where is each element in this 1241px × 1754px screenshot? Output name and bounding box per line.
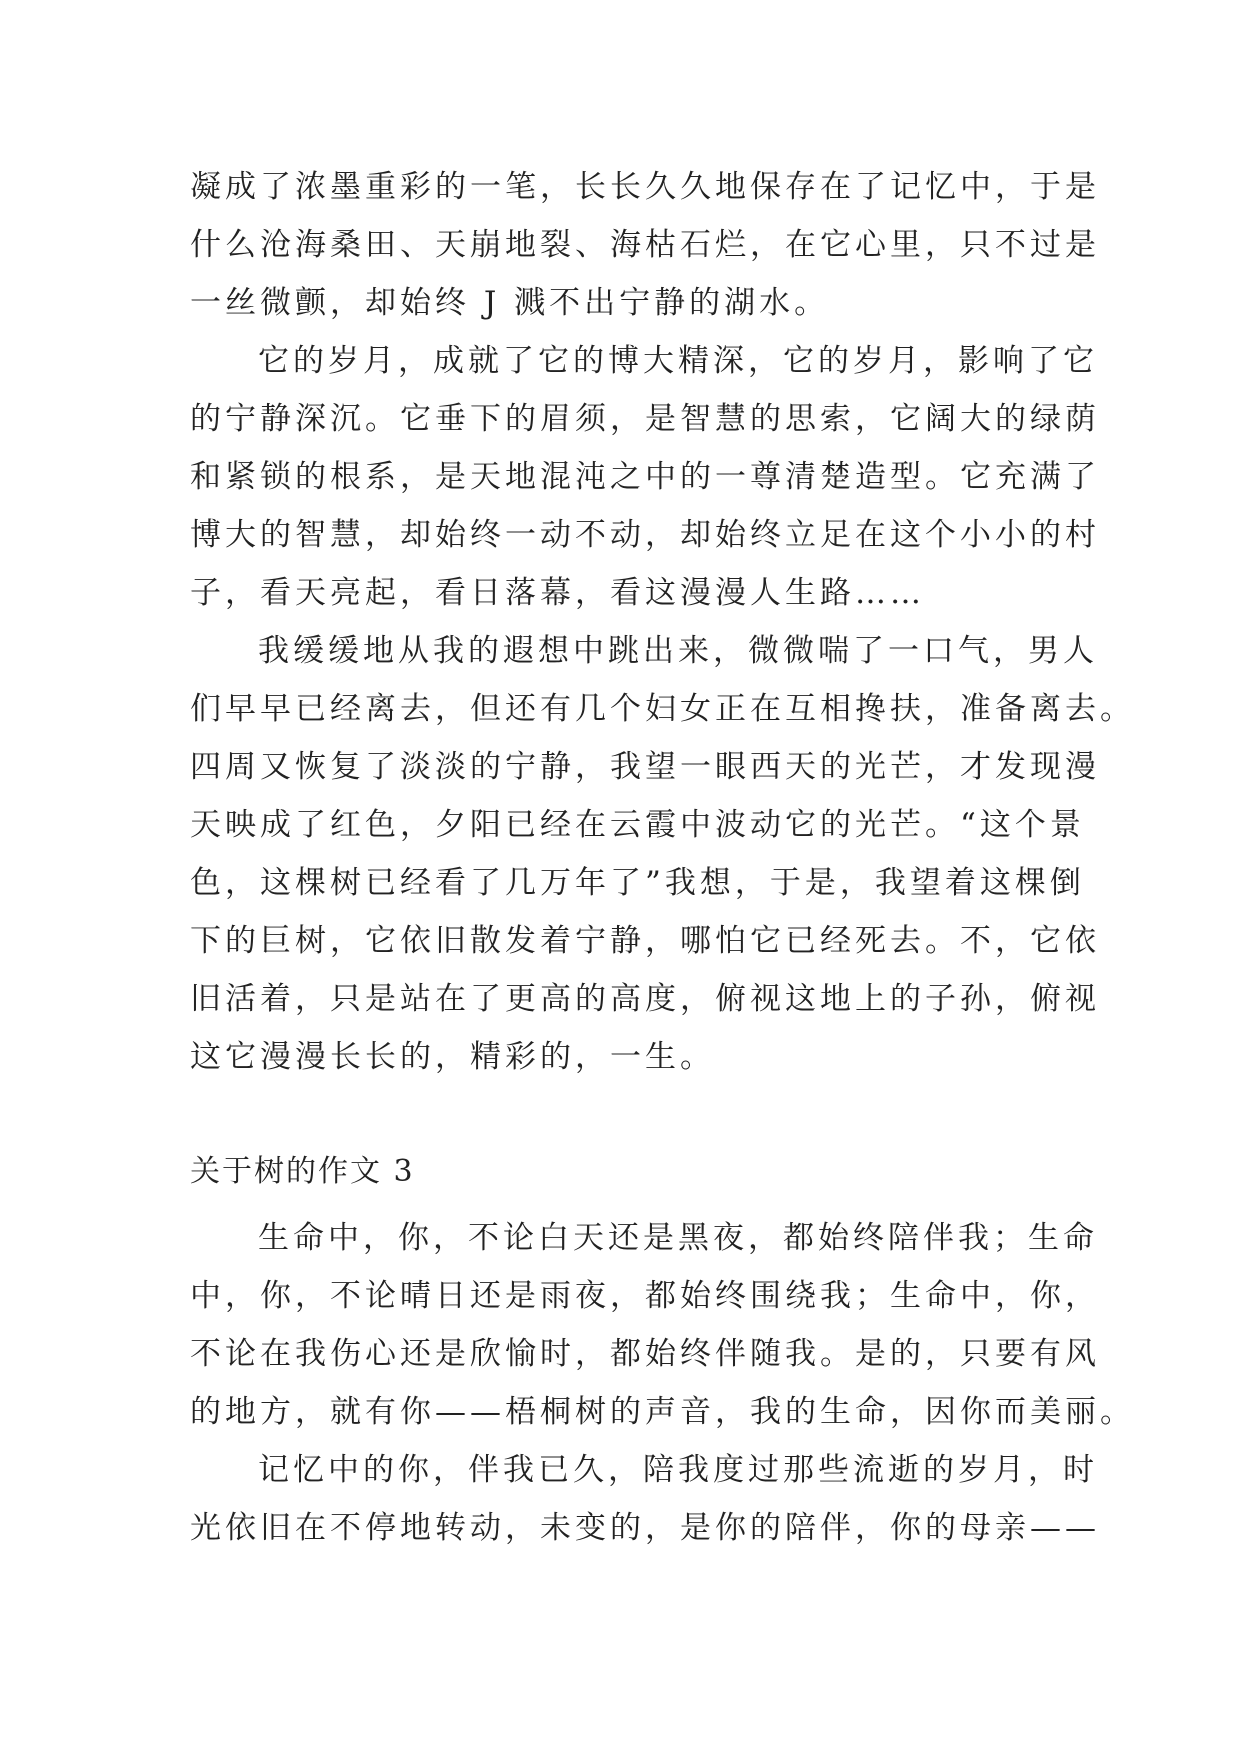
paragraph-line: 四周又恢复了淡淡的宁静，我望一眼西天的光芒，才发现漫 [190, 749, 1100, 785]
paragraph-line: 中，你，不论晴日还是雨夜，都始终围绕我；生命中，你， [190, 1278, 1100, 1314]
paragraph-first-line: 我缓缓地从我的遐想中跳出来，微微喘了一口气，男人 [258, 633, 1098, 669]
paragraph-line: 色，这棵树已经看了几万年了”我想，于是，我望着这棵倒 [190, 865, 1085, 901]
paragraph-first-line: 它的岁月，成就了它的博大精深，它的岁月，影响了它 [258, 343, 1098, 379]
paragraph-line: 这它漫漫长长的，精彩的，一生。 [190, 1039, 715, 1075]
paragraph-line: 凝成了浓墨重彩的一笔，长长久久地保存在了记忆中，于是 [190, 169, 1100, 205]
paragraph-line: 什么沧海桑田、天崩地裂、海枯石烂，在它心里，只不过是 [190, 227, 1100, 263]
paragraph-line: 子，看天亮起，看日落幕，看这漫漫人生路…… [190, 575, 925, 611]
section-heading: 关于树的作文 3 [190, 1154, 415, 1189]
paragraph-line: 的地方，就有你——梧桐树的声音，我的生命，因你而美丽。 [190, 1394, 1135, 1430]
paragraph-line: 下的巨树，它依旧散发着宁静，哪怕它已经死去。不，它依 [190, 923, 1100, 959]
paragraph-line: 们早早已经离去，但还有几个妇女正在互相搀扶，准备离去。 [190, 691, 1135, 727]
paragraph-line: 旧活着，只是站在了更高的高度，俯视这地上的子孙，俯视 [190, 981, 1100, 1017]
paragraph-first-line: 记忆中的你，伴我已久，陪我度过那些流逝的岁月，时 [258, 1452, 1098, 1488]
essay-body-section-2 [190, 1209, 1135, 1557]
paragraph-first-line: 生命中，你，不论白天还是黑夜，都始终陪伴我；生命 [258, 1220, 1098, 1256]
paragraph-line: 不论在我伤心还是欣愉时，都始终伴随我。是的，只要有风 [190, 1336, 1100, 1372]
paragraph-line: 天映成了红色，夕阳已经在云霞中波动它的光芒。“这个景 [190, 807, 1085, 843]
paragraph-line: 博大的智慧，却始终一动不动，却始终立足在这个小小的村 [190, 517, 1100, 553]
paragraph-line: 和紧锁的根系，是天地混沌之中的一尊清楚造型。它充满了 [190, 459, 1100, 495]
paragraph-line: 光依旧在不停地转动，未变的，是你的陪伴，你的母亲—— [190, 1510, 1100, 1546]
paragraph-line: 的宁静深沉。它垂下的眉须，是智慧的思索，它阔大的绿荫 [190, 401, 1100, 437]
paragraph-line: 一丝微颤，却始终 J 溅不出宁静的湖水。 [190, 285, 830, 321]
essay-body-section-1 [190, 158, 1135, 1086]
